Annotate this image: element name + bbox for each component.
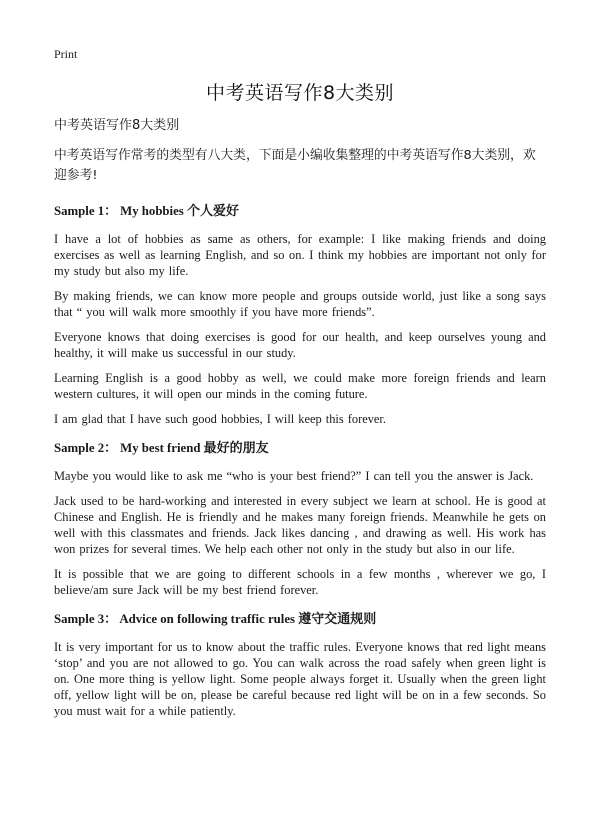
article-intro: 中考英语写作常考的类型有八大类，下面是小编收集整理的中考英语写作8大类别，欢迎参考! (54, 148, 536, 183)
sample-heading-zh: 最好的朋友 (203, 441, 269, 456)
sample-heading (54, 610, 546, 629)
paragraph: Maybe you would like to ask me “who is your best friend?” I can tell you the answer is Jack. (54, 469, 534, 483)
sample-heading-en: Sample 1： My hobbies (54, 204, 184, 218)
sample-heading-zh: 个人爱好 (186, 204, 239, 219)
sample-heading-en: Sample 3： Advice on following traffic rules (54, 612, 295, 626)
sample-section (54, 202, 546, 427)
article-subtitle: 中考英语写作8大类别 (54, 118, 180, 133)
paragraph: Everyone knows that doing exercises is good for our health, and keep ourselves young and healthy, it will make us successful in our study. (54, 330, 546, 360)
paragraph: It is possible that we are going to different schools in a few months , wherever we go, I believe/am sure Jack will be my best friend forever. (54, 567, 546, 597)
paragraph: Jack used to be hard-working and interested in every subject we learn at school. He is good at Chinese and English. He is friendly and he makes many foreign friends. Meanwhile he gets on well with this classmates and friends. Jack likes dancing , and drawing as well. His work has won prizes for several times. We help each other not only in the study but also in our life. (54, 494, 546, 556)
sample-heading (54, 439, 546, 458)
page-title: 中考英语写作8大类别 (205, 82, 395, 104)
paragraph: I am glad that I have such good hobbies, I will keep this forever. (54, 412, 386, 426)
sample-section (54, 610, 546, 719)
paragraph: Learning English is a good hobby as well, we could make more foreign friends and learn western cultures, it will open our minds in the coming future. (54, 371, 546, 401)
sample-heading (54, 202, 546, 221)
article-body (54, 118, 546, 731)
sample-heading-en: Sample 2： My best friend (54, 441, 201, 455)
paragraph: By making friends, we can know more people and groups outside world, just like a song says that “ you will walk more smoothly if you have more friends”. (54, 289, 546, 319)
paragraph: It is very important for us to know about the traffic rules. Everyone knows that red light means ‘stop’ and you are not allowed to go. You can walk across the road safely when green light is on. One more thing is yellow light. Some people always forget it. Usually when the green light off, yellow light will be on, please be careful because red light will be on in a few seconds. So you must wait for a while patiently. (54, 640, 546, 718)
sample-heading-zh: 遵守交通规则 (298, 612, 377, 627)
print-label: Print (54, 47, 78, 61)
sample-section (54, 439, 546, 598)
paragraph: I have a lot of hobbies as same as others, for example: I like making friends and doing exercises as well as learning English, and so on. I think my hobbies are important not only for my study but also my life. (54, 232, 546, 278)
